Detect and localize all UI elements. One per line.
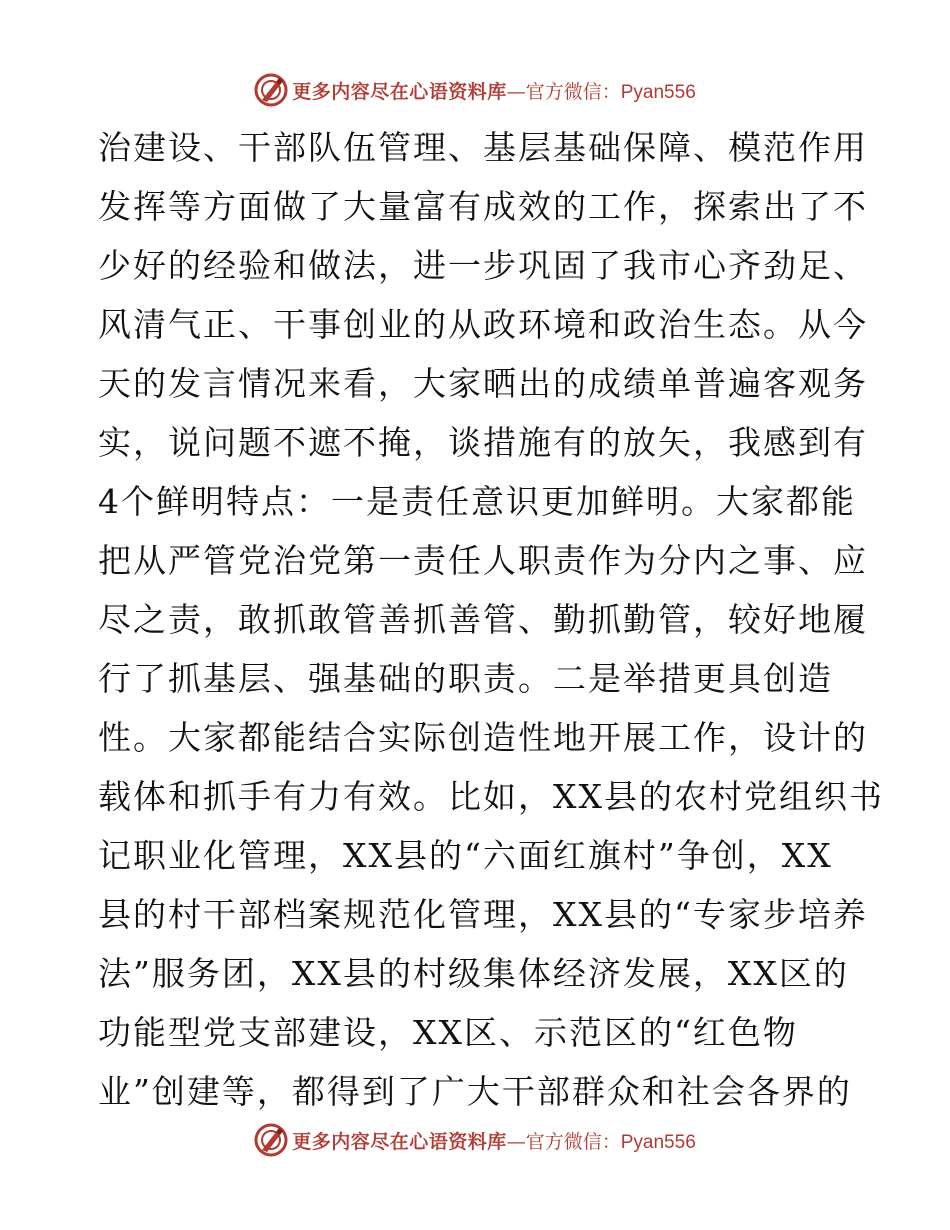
watermark-text: 更多内容尽在心语资料库	[292, 1130, 507, 1153]
footer-watermark	[0, 1120, 950, 1160]
watermark-wechat-id: Pyan556	[620, 81, 696, 103]
watermark-separator: —	[506, 80, 526, 103]
document-body	[98, 126, 884, 1129]
text-line: 4个鲜明特点：一是责任意识更加鲜明。大家都能	[98, 482, 856, 521]
watermark-text: 更多内容尽在心语资料库	[292, 80, 507, 103]
text-line: 行了抓基层、强基础的职责。二是举措更具创造	[98, 659, 833, 698]
text-line: 记职业化管理，XX县的“六面红旗村”争创，XX	[98, 836, 833, 875]
text-line: 天的发言情况来看，大家晒出的成绩单普遍客观务	[98, 364, 868, 403]
pen-logo-icon	[254, 1123, 288, 1157]
text-line: 尽之责，敢抓敢管善抓善管、勤抓勤管，较好地履	[98, 600, 868, 639]
watermark-separator: —	[506, 1130, 526, 1153]
text-line: 发挥等方面做了大量富有成效的工作，探索出了不	[98, 187, 868, 226]
text-line: 功能型党支部建设，XX区、示范区的“红色物	[98, 1013, 798, 1052]
text-line: 实，说问题不遮不掩，谈措施有的放矢，我感到有	[98, 423, 868, 462]
pen-logo-icon	[254, 73, 288, 107]
text-line: 业”创建等，都得到了广大干部群众和社会各界的	[98, 1072, 852, 1111]
watermark-wechat-label: 官方微信：	[525, 80, 621, 103]
text-line: 性。大家都能结合实际创造性地开展工作，设计的	[98, 718, 868, 757]
text-line: 法”服务团，XX县的村级集体经济发展，XX区的	[98, 954, 849, 993]
text-line: 治建设、干部队伍管理、基层基础保障、模范作用	[98, 128, 868, 167]
text-line: 县的村干部档案规范化管理，XX县的“专家步培养	[98, 895, 868, 934]
watermark-wechat-label: 官方微信：	[525, 1130, 621, 1153]
text-line: 把从严管党治党第一责任人职责作为分内之事、应	[98, 541, 868, 580]
header-watermark	[0, 70, 950, 110]
text-line: 风清气正、干事创业的从政环境和政治生态。从今	[98, 305, 868, 344]
text-line: 少好的经验和做法，进一步巩固了我市心齐劲足、	[98, 246, 868, 285]
watermark-wechat-id: Pyan556	[620, 1131, 696, 1153]
text-line: 载体和抓手有力有效。比如，XX县的农村党组织书	[98, 777, 884, 816]
